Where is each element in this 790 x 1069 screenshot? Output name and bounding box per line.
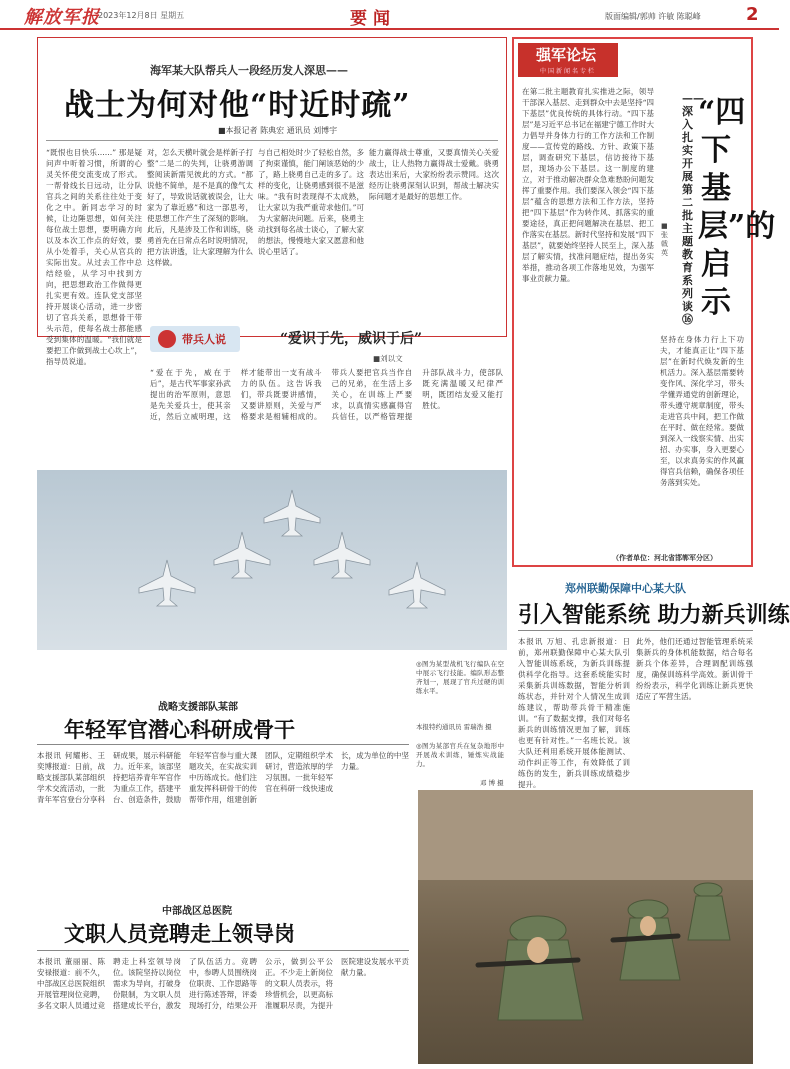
divider <box>37 744 409 745</box>
story-headline: 战士为何对他“时近时疏” <box>64 88 411 123</box>
section-title: 要闻 <box>350 9 396 29</box>
divider <box>518 630 753 631</box>
photo-caption: ◎图为某型战机飞行编队在空中展示飞行技能。编队形态整齐划一，展现了官兵过硬的训练水平。 <box>416 660 504 695</box>
story-body: 本报讯 董丽丽、陈安禄报道：前不久，中部战区总医院组织开展管理岗位竞聘，多名文职人员通过竞聘走上科室领导岗位。该院坚持以岗位需求为导向，打破身份限制，为文职人员搭建成长平台，激发了队伍活力。竞聘中，参聘人员围绕岗位职责、工作思路等进行陈述答辩，评委现场打分，结果公开公示，做到公平公正。不少走上新岗位的文职人员表示，将珍惜机会，以更高标准履职尽责，为提升医院建设发展水平贡献力量。 <box>37 957 409 1010</box>
column-footer: （作者单位：河北省邯郸军分区） <box>612 554 717 562</box>
story-body: 本报讯 何耀彬、王奕博报道：日前，战略支援部队某部组织学术交流活动，一批青年军官登台分享科研成果，展示科研能力。近年来，该部坚持把培养青年军官作为重点工作，搭建平台、创造条件，鼓励年轻军官参与重大课题攻关，在实战实训中历练成长。他们注重发挥科研骨干的传帮带作用，组建创新团队，定期组织学术研讨，营造浓厚的学习氛围。一批年轻军官在科研一线快速成长，成为单位的中坚力量。 <box>37 751 409 804</box>
photo-caption: ◎图为某部官兵在复杂地形中开展战术训练，锤炼实战能力。 <box>416 742 504 768</box>
story-headline: 文职人员竞聘走上领导岗 <box>64 921 295 946</box>
divider <box>37 950 409 951</box>
story-kicker: 战略支援部队某部 <box>158 702 238 713</box>
story-column: 对，怎么天横叶就会是样新子打整”二是二的失判，让骁勇游调整阅读新需见彼此的方式。“都说他不简单，是不是真的像气太好了，导致说话就被误会，让大家为了靠近感”和这一部思考，使思想工作产生了深刻的影响。此后，凡是涉及工作和训练，骁勇首先在日常点名时说明情况，把方法讲透，让大家理解为什么这样做。 <box>147 148 253 267</box>
story-kicker: 中部战区总医院 <box>162 906 232 917</box>
story-headline: 年轻军官潜心科研成骨干 <box>64 717 295 742</box>
story-body-right: 此外，他们还通过智能管理系统采集新兵的身体机能数据，结合每名新兵个体差异，合理调配训练强度，确保训练科学高效。新训骨干纷纷表示，科学化训练让新兵更快适应了军营生活。 <box>636 637 753 701</box>
story-byline: ■本报记者 陈典宏 通讯员 刘博宇 <box>218 126 338 135</box>
soldier-icon <box>158 330 176 348</box>
story-body: “既恨也目快乐……” 那是疑问声中听着习惯，所谓的心灵关怀使交流变成了形式。一帮骨线长日远动，让分队官兵之间的关系往往处于变化之中。新同志学习的时候，让边陲思想，如何关注每位战士思想，要明确方向以及本次工作点的好效，要从小处着手，关心从官兵的实际出发。从过去工作中总结经验，从学习中找到方向，把思想政治工作做得更扎实更有效。连队党支部坚持开展谈心活动，进一步密切了官兵关系，思想骨干带头示范，使每名战士都能感受到集体的温暖。“我们就是要把工作做到战士心坎上”，指导员说道。 <box>46 148 142 366</box>
newspaper-logo: 解放军报 <box>24 7 100 28</box>
jet-formation-graphic <box>37 470 507 650</box>
column-author: ■张戟英 <box>661 222 668 257</box>
page-number: 2 <box>746 4 759 25</box>
column-body-2: 坚持在身体力行上下功夫，才能真正让“四下基层”在新时代焕发新的生机活力。深入基层需要转变作风、深化学习，带头学懂弄通党的创新理论，带头遵守规章制度，带头走进官兵中间，把工作做在平时、做在经常。要做到深入一线察实情、出实招、办实事，身入更要心至，以求真务实的作风赢得官兵信赖，确保各项任务落到实处。 <box>660 335 744 487</box>
commentary-headline: “爱识于先，威识于后” <box>280 331 423 347</box>
story-column: 与自己相处时少了轻松自然，多了拘束谨慎，能门阐该恶始的少了，路上骁勇自己走的多了。这样的变化，让骁勇感到很不是滋味。“我有时表现得不太成熟，让大家以为我严重苛求他们。”可为大家解决问题。后来，骁勇主动找到每名战士谈心，了解大家的想法，慢慢地大家又愿意和他说心里话了。 <box>258 148 364 256</box>
column-banner-title: 强军论坛 <box>536 46 597 64</box>
column-title: “四下基层”的启示 <box>698 95 776 320</box>
column-series: ——深入扎实开展第二批主题教育系列谈⑯ <box>682 92 704 326</box>
story-kicker: 郑州联勤保障中心某大队 <box>565 582 686 595</box>
jet-formation-photo <box>37 470 507 650</box>
divider <box>46 140 498 141</box>
story-column: 能力赢得战士尊重，又要真情关心关爱战士，让人热物力赢得战士爱戴。骁勇表达出来后，大家纷纷表示赞同。这次经历让骁勇深刻认识到，帮战士解决实际问题才是最好的思想工作。 <box>369 148 499 201</box>
soldier-training-graphic <box>418 790 753 1064</box>
story-kicker: 海军某大队帮兵人一段经历发人深思—— <box>150 64 348 77</box>
soldier-training-photo <box>418 790 753 1064</box>
commentary-body: “爱在于先，威在于后”，是古代军事家孙武提出的治军原则，意思是先关爱兵士，使其亲近，然后立威明理，这样才能带出一支有战斗力的队伍。这告诉我们，带兵既要讲感情，又要讲原则，关爱与严格要求是相辅相成的。带兵人要把官兵当作自己的兄弟，在生活上多关心，在训练上严要求，以真情实感赢得官兵信任，以严格管理提升部队战斗力，使部队既充满温暖又纪律严明，既团结友爱又能打胜仗。 <box>150 368 503 421</box>
story-body: 本报讯 万旭、孔忠新报道：日前，郑州联勤保障中心某大队引入智能训练系统，为新兵训练提供科学化指导。这套系统能实时采集新兵训练数据，智能分析训练状态，并针对个人情况生成训练建议，帮助带兵骨干精准施训。“有了数据支撑，我们对每名新兵的训练情况更加了解，训练也更有针对性。”一名班长说。该大队还利用系统开展体能测试、动作纠正等工作，有效降低了训练伤的发生，新兵训练成绩稳步提升。 <box>518 637 630 789</box>
column-tag: 带兵人说 <box>182 333 226 346</box>
photo-credit: 本报特约通讯员 雷瑞浩 摄 <box>416 723 492 731</box>
issue-date: 2023年12月8日 星期五 <box>98 11 185 20</box>
story-headline: 引入智能系统 助力新兵训练 <box>518 602 790 628</box>
commentary-byline: ■刘以文 <box>373 354 403 363</box>
column-body: 在第二批主题教育扎实推进之际，领导干部深入基层、走到群众中去是坚持“四下基层”优良传统的具体行动。“四下基层”是习近平总书记在福建宁德工作时大力倡导并身体力行的工作方法和工作制度——宣传党的路线、方针、政策下基层，调查研究下基层，信访接待下基层，现场办公下基层。这一制度的建立，对于推动解决群众急难愁盼问题发挥了重要作用。我们要深入领会“四下基层”蕴含的思想方法和工作方法，坚持把“四下基层”作为转作风、抓落实的重要途径，真正把问题解决在基层、把工作落实在基层。新时代坚持和发展“四下基层”，就要始终坚持人民至上，深入基层了解实情，找准问题症结，提出务实举措，推动各项工作落地见效，为强军事业贡献力量。 <box>522 87 654 283</box>
photo-credit: 邓 博 摄 <box>480 779 504 787</box>
column-banner-sub: 中国新闻名专栏 <box>540 68 597 75</box>
page-editors: 版面编辑/郭帅 许敏 陈聪峰 <box>605 12 701 21</box>
